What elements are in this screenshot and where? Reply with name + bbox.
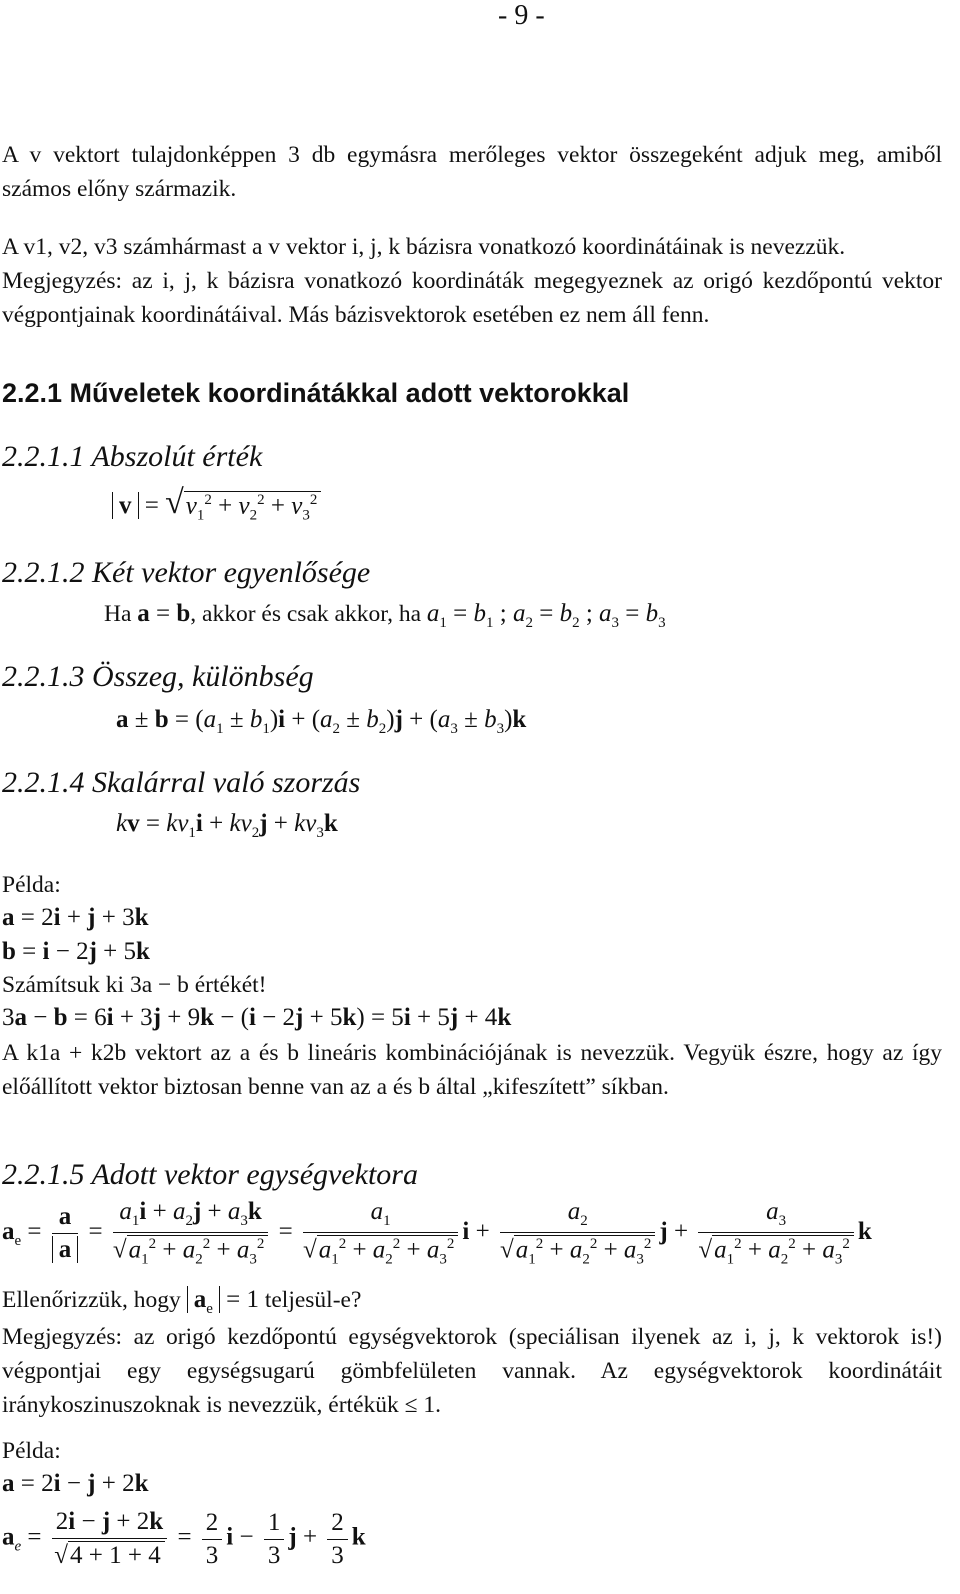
check-after: teljesül-e? (264, 1287, 362, 1313)
heading-unit-vector: 2.2.1.5 Adott vektor egységvektora (2, 1158, 418, 1191)
paragraph-linear-combination: A k1a + k2b vektort az a és b lineáris kombinációjának is nevezzük. Vegyük észre, hogy az így előállított vektor biztosan benne van az a és b által „kifeszített” síkban. (2, 1040, 942, 1100)
example-task: Számítsuk ki 3a − b értékét! (2, 972, 267, 998)
equality-text: , akkor és csak akkor, ha (190, 601, 422, 627)
paragraph-vector-sum: A v vektort tulajdonképpen 3 db egymásra merőleges vektor összegeként adjuk meg, amiből számos előny származik. (2, 142, 942, 202)
example-vector-b: b = i − 2j + 5k (2, 938, 150, 965)
paragraph-note-unit-vectors: Megjegyzés: az origó kezdőpontú egységvektorok (speciálisan ilyenek az i, j, k vektorok is!) végpontjai egy egységsugarú gömbfelületen vannak. Az egységvektorok koordinátáit iránykoszinuszoknak is nevezzük, értékük ≤ 1. (2, 1324, 942, 1418)
equality-ha: Ha (104, 601, 132, 627)
example2-unit-vector: $a_e$ = $\frac{2i - j + 2k}{√4 + 1 + 4}$ = $\frac{2}{3}$ i − $\frac{1}{3}$ j + $\frac{2}{3}$ k (2, 1508, 366, 1569)
example-vector-a: a = 2i + j + 3k (2, 904, 149, 931)
check-before: Ellenőrizzük, hogy (2, 1287, 181, 1313)
formula-scalar-multiplication: kv = $kv_1i + kv_2j + kv_3k$ (116, 810, 338, 841)
example2-label: Példa: (2, 1438, 61, 1464)
check-line: Ellenőrizzük, hogy $a_e = 1$ teljesül-e? (2, 1286, 362, 1317)
page-number: - 9 - (498, 0, 545, 31)
heading-equality: 2.2.1.2 Két vektor egyenlősége (2, 556, 371, 589)
heading-absolute-value: 2.2.1.1 Abszolút érték (2, 440, 263, 473)
example-solution: 3a − b = 6i + 3j + 9k − (i − 2j + 5k) = 5i + 5j + 4k (2, 1004, 512, 1031)
example2-vector-a: a = 2i − j + 2k (2, 1470, 149, 1497)
section-heading: 2.2.1 Műveletek koordinátákkal adott vektorokkal (2, 378, 630, 408)
heading-scalar-multiplication: 2.2.1.4 Skalárral való szorzás (2, 766, 361, 799)
formula-absolute-value: $v = √v_1^2 + v_2^2 + v_3^2$ (112, 486, 321, 524)
paragraph-coordinates: A v1, v2, v3 számhármast a v vektor i, j, k bázisra vonatkozó koordinátáinak is nevezzük. (2, 234, 846, 260)
paragraph-note-basis: Megjegyzés: az i, j, k bázisra vonatkozó koordináták megegyeznek az origó kezdőpontú vektor végpontjainak koordinátáival. Más bázisvektorok esetében ez nem áll fenn. (2, 268, 942, 328)
formula-unit-vector: $a_e$ = $\frac{a}{a}$ = $\frac{a_1i + a_2j + a_3k}{√a_1^2 + a_2^2 + a_3^2}$ = $\frac{a_1}{√a_1^2 + a_2^2 + a_3^2}$ i + $\frac{a_2}{√a_1^2 + a_2^2 + a_3^2}$ j + $\frac{a_3}{√a_1^2 + a_2^2 + a_3^2}$ k (2, 1198, 872, 1268)
example-label: Példa: (2, 872, 61, 898)
formula-sum-difference: $a \pm b = (a_1 \pm b_1)i + (a_2 \pm b_2)j + (a_3 \pm b_3)k$ (116, 706, 527, 737)
heading-sum-difference: 2.2.1.3 Összeg, különbség (2, 660, 314, 693)
equality-condition: Ha a = b, akkor és csak akkor, ha $a_1 = b_1$ ; $a_2 = b_2$ ; $a_3 = b_3$ (104, 600, 666, 631)
